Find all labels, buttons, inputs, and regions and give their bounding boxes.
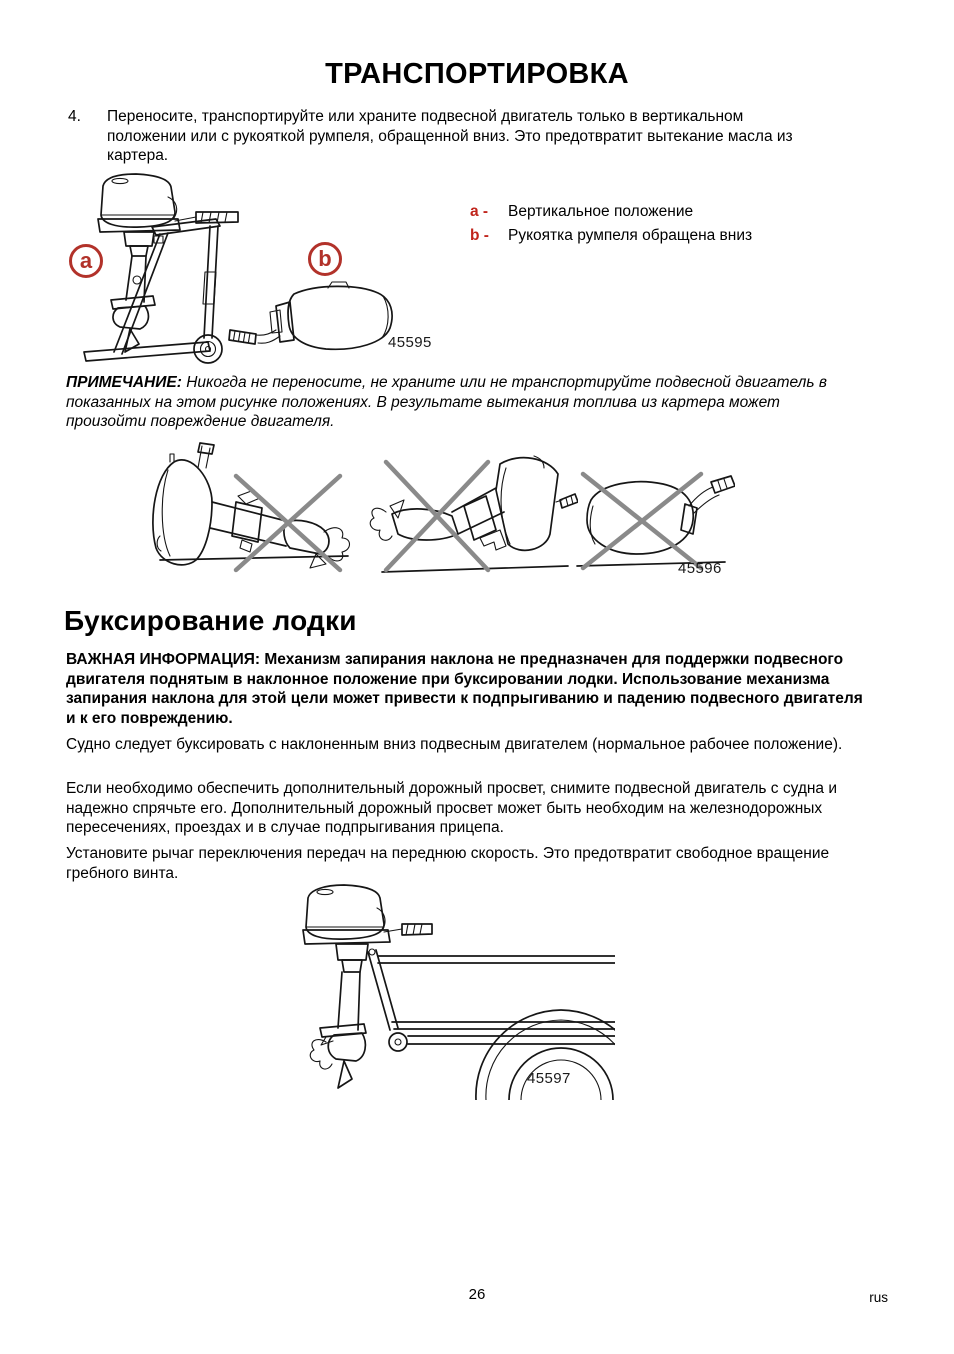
legend-text-b: Рукоятка румпеля обращена вниз (508, 227, 753, 244)
page-title: ТРАНСПОРТИРОВКА (325, 58, 629, 90)
legend-text-a: Вертикальное положение (508, 203, 694, 220)
figure-legend (470, 200, 752, 248)
legend-key-b: b - (470, 227, 489, 244)
paragraph-gear-forward: Установите рычаг переключения передач на переднюю скорость. Это предотвратит свободное вращение гребного винта. (66, 845, 830, 882)
important-text: Механизм запирания наклона не предназначен для поддержки подвесного двигателя поднятым в наклонное положение при буксировании лодки. Использование механизма запирания наклона для этой цели может привести к подпрыгиванию и падению подвесного двигателя и к его повреждению. (66, 651, 863, 727)
important-label: ВАЖНАЯ ИНФОРМАЦИЯ: (66, 651, 261, 668)
figure-number-45595: 45595 (388, 334, 432, 351)
callout-b (308, 242, 342, 276)
figure-prohibited-position-1 (140, 440, 380, 595)
language-code: rus (869, 1290, 888, 1305)
figure-motor-tiller-down (228, 280, 398, 360)
legend-key-a: a - (470, 203, 489, 220)
figure-number-45597: 45597 (527, 1070, 571, 1087)
callout-a-letter: a (79, 248, 93, 273)
section-heading: Буксирование лодки (64, 605, 357, 636)
important-paragraph (66, 650, 872, 728)
page-number: 26 (468, 1286, 486, 1303)
callout-b-letter: b (318, 246, 332, 271)
note-text: Никогда не переносите, не храните или не транспортируйте подвесной двигатель в показанных на этом рисунке положениях. В результате вытекания топлива из картера может произойти повреждение двигателя. (66, 374, 827, 430)
figure-number-45596: 45596 (678, 560, 722, 577)
figure-motor-on-trailer (280, 882, 615, 1100)
callout-a (69, 244, 103, 278)
paragraph-ground-clearance: Если необходимо обеспечить дополнительный дорожный просвет, снимите подвесной двигатель с судна и надежно спрячьте его. Дополнительный дорожный просвет может быть необходим на железнодорожных пересечениях, проездах и в случае подпрыгивания прицепа. (66, 780, 838, 836)
paragraph-tow-position: Судно следует буксировать с наклоненным вниз подвесным двигателем (нормальное рабочее положение). (66, 736, 843, 753)
note-label: ПРИМЕЧАНИЕ: (66, 374, 182, 391)
figure-prohibited-position-2 (368, 450, 578, 590)
note-paragraph (66, 373, 858, 432)
legend-row-b (470, 224, 752, 248)
list-item-text: Переносите, транспортируйте или храните подвесной двигатель только в вертикальном положении или с рукояткой румпеля, обращенной вниз. Это предотвратит вытекание масла из картера. (107, 108, 793, 164)
list-item-number: 4. (68, 108, 81, 125)
legend-row-a (470, 200, 752, 224)
